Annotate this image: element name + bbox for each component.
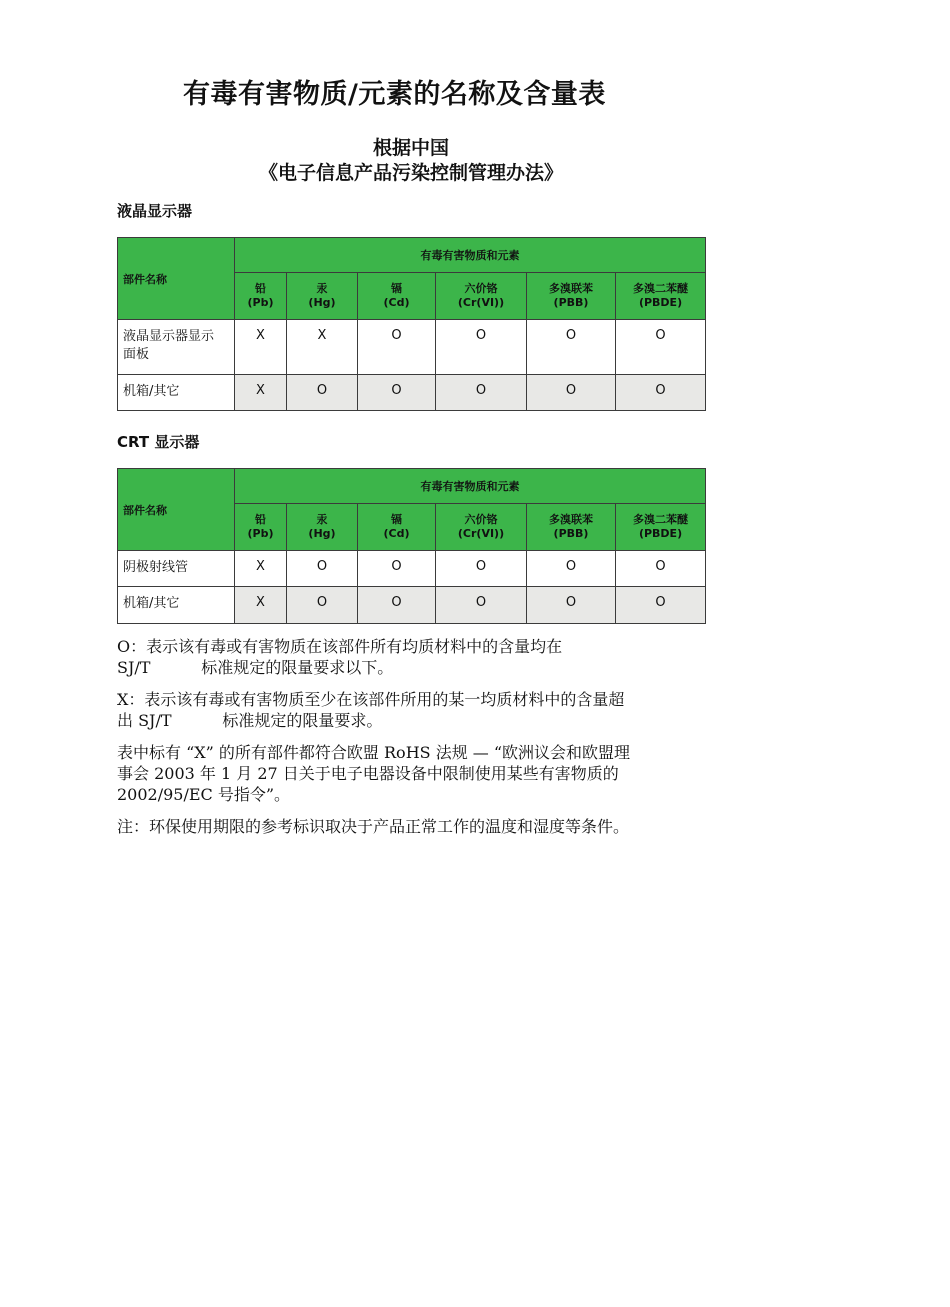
value-cell: O (287, 551, 358, 587)
page-title: 有毒有害物质/元素的名称及含量表 (183, 79, 606, 110)
value-cell: O (358, 320, 436, 375)
value-cell: O (287, 587, 358, 624)
element-header-cd: 镉 (Cd) (358, 273, 436, 320)
value-cell: O (616, 587, 706, 624)
part-name-cell: 机箱/其它 (118, 587, 235, 624)
part-name-header: 部件名称 (118, 238, 235, 320)
value-cell: O (527, 587, 616, 624)
value-cell: O (436, 320, 527, 375)
value-cell: X (235, 551, 287, 587)
lcd-hazard-table (117, 237, 706, 411)
value-cell: O (358, 551, 436, 587)
note-o-definition: O：表示该有毒或有害物质在该部件所有均质材料中的含量均在 SJ/T 标准规定的限量要求以下。 (117, 637, 563, 677)
table-row (118, 320, 706, 375)
table-row (118, 551, 706, 587)
element-header-cr6: 六价铬 (Cr(VI)) (436, 504, 527, 551)
element-header-cr6: 六价铬 (Cr(VI)) (436, 273, 527, 320)
part-name-cell: 机箱/其它 (118, 375, 235, 411)
subtitle-line-2: 《电子信息产品污染控制管理办法》 (258, 162, 563, 184)
note-environmental-period: 注：环保使用期限的参考标识取决于产品正常工作的温度和湿度等条件。 (117, 817, 630, 836)
part-name-cell: 阴极射线管 (118, 551, 235, 587)
element-header-pbde: 多溴二苯醚 (PBDE) (616, 273, 706, 320)
part-name-cell: 液晶显示器显示 面板 (118, 320, 235, 375)
value-cell: O (527, 320, 616, 375)
table-row (118, 375, 706, 411)
note-rohs-compliance: 表中标有 “X” 的所有部件都符合欧盟 RoHS 法规 — “欧洲议会和欧盟理 事会 2003 年 1 月 27 日关于电子电器设备中限制使用某些有害物质的 2002/95/EC 号指令”。 (117, 743, 631, 804)
value-cell: X (235, 320, 287, 375)
element-header-pbb: 多溴联苯 (PBB) (527, 504, 616, 551)
substance-group-header: 有毒有害物质和元素 (235, 238, 706, 273)
value-cell: O (287, 375, 358, 411)
element-header-cd: 镉 (Cd) (358, 504, 436, 551)
lcd-section-heading: 液晶显示器 (117, 202, 193, 220)
crt-hazard-table (117, 468, 706, 624)
element-header-hg: 汞 (Hg) (287, 273, 358, 320)
value-cell: X (235, 587, 287, 624)
element-header-hg: 汞 (Hg) (287, 504, 358, 551)
value-cell: O (616, 320, 706, 375)
note-x-definition: X：表示该有毒或有害物质至少在该部件所用的某一均质材料中的含量超 出 SJ/T 标准规定的限量要求。 (117, 690, 625, 730)
value-cell: O (527, 551, 616, 587)
value-cell: O (358, 375, 436, 411)
value-cell: O (436, 375, 527, 411)
value-cell: X (235, 375, 287, 411)
value-cell: X (287, 320, 358, 375)
part-name-header: 部件名称 (118, 469, 235, 551)
value-cell: O (436, 551, 527, 587)
value-cell: O (358, 587, 436, 624)
subtitle-line-1: 根据中国 (372, 137, 449, 159)
element-header-pbde: 多溴二苯醚 (PBDE) (616, 504, 706, 551)
value-cell: O (616, 551, 706, 587)
element-header-pb: 铅 (Pb) (235, 273, 287, 320)
table-row (118, 587, 706, 624)
element-header-pbb: 多溴联苯 (PBB) (527, 273, 616, 320)
crt-section-heading: CRT 显示器 (117, 433, 200, 451)
element-header-pb: 铅 (Pb) (235, 504, 287, 551)
substance-group-header: 有毒有害物质和元素 (235, 469, 706, 504)
value-cell: O (527, 375, 616, 411)
value-cell: O (616, 375, 706, 411)
value-cell: O (436, 587, 527, 624)
